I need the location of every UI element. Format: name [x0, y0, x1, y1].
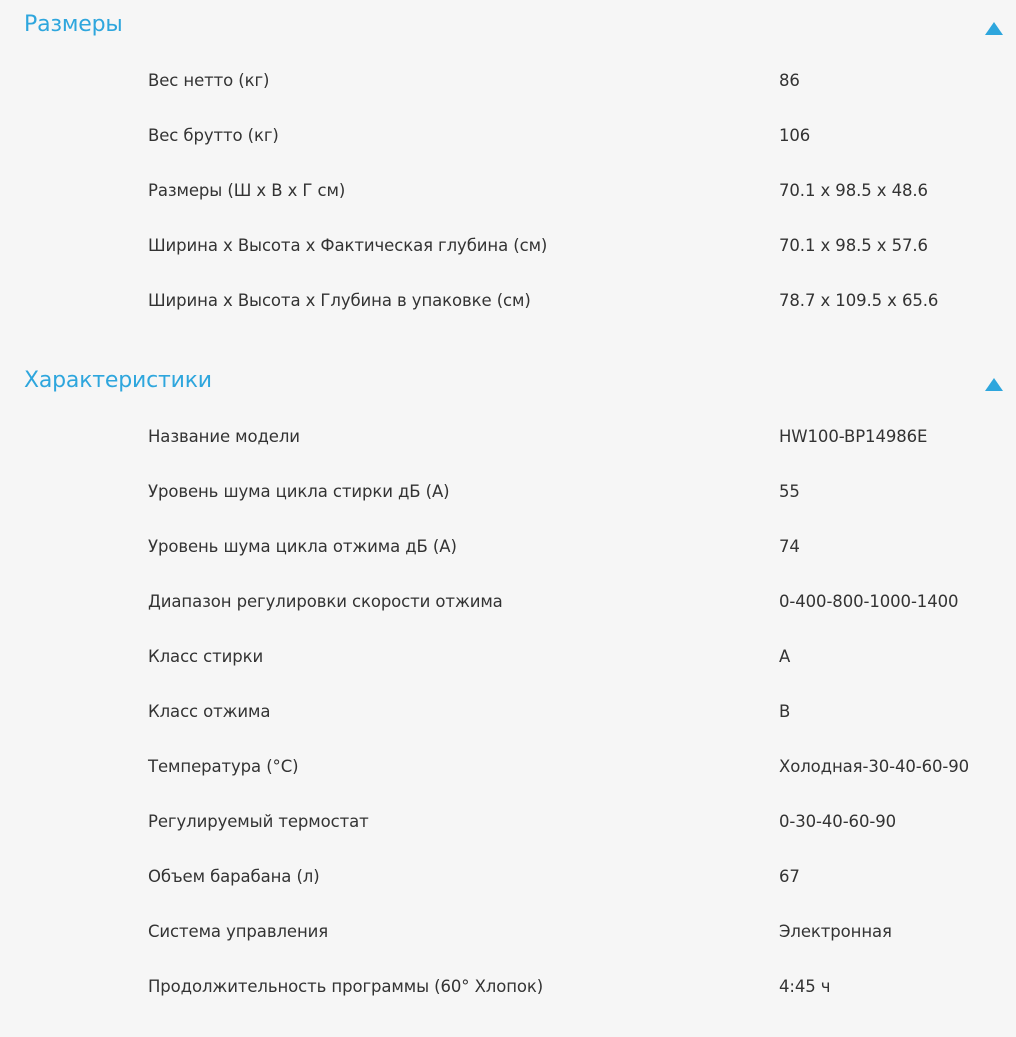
section-title: Характеристики	[24, 368, 212, 393]
spec-value: HW100-BP14986E	[779, 427, 928, 446]
spec-row	[0, 166, 1016, 221]
spec-row	[0, 276, 1016, 331]
spec-row	[0, 687, 1016, 742]
spec-label: Название модели	[148, 427, 300, 446]
spec-label: Ширина x Высота x Фактическая глубина (см)	[148, 236, 548, 255]
triangle-up-icon[interactable]	[985, 22, 1003, 35]
spec-row	[0, 632, 1016, 687]
spec-row	[0, 852, 1016, 907]
spec-row	[0, 907, 1016, 962]
triangle-up-icon[interactable]	[985, 378, 1003, 391]
spec-value: B	[779, 702, 791, 721]
spec-row	[0, 962, 1016, 1017]
spec-value: 86	[779, 71, 800, 90]
spec-list	[0, 56, 1016, 331]
spec-label: Система управления	[148, 922, 329, 941]
spec-label: Диапазон регулировки скорости отжима	[148, 592, 503, 611]
spec-row	[0, 742, 1016, 797]
spec-value: Холодная-30-40-60-90	[779, 757, 970, 776]
spec-list	[0, 412, 1016, 1017]
section-dimensions	[0, 0, 1016, 331]
spec-value: 70.1 x 98.5 x 57.6	[779, 236, 928, 255]
spec-value: 67	[779, 867, 800, 886]
spec-value: 70.1 x 98.5 x 48.6	[779, 181, 928, 200]
spec-label: Ширина x Высота x Глубина в упаковке (см)	[148, 291, 531, 310]
spec-value: 78.7 x 109.5 x 65.6	[779, 291, 939, 310]
spec-label: Уровень шума цикла отжима дБ (А)	[148, 537, 457, 556]
spec-label: Размеры (Ш x В x Г см)	[148, 181, 346, 200]
spec-row	[0, 56, 1016, 111]
spec-label: Вес брутто (кг)	[148, 126, 279, 145]
spec-label: Вес нетто (кг)	[148, 71, 270, 90]
spec-value: 0-30-40-60-90	[779, 812, 896, 831]
spec-label: Класс стирки	[148, 647, 264, 666]
section-header-characteristics[interactable]	[0, 356, 1016, 412]
spec-value: 106	[779, 126, 811, 145]
spec-row	[0, 412, 1016, 467]
spec-label: Уровень шума цикла стирки дБ (А)	[148, 482, 450, 501]
spec-label: Регулируемый термостат	[148, 812, 369, 831]
spec-value: A	[779, 647, 791, 666]
spec-label: Продолжительность программы (60° Хлопок)	[148, 977, 544, 996]
spec-row	[0, 221, 1016, 276]
spec-label: Температура (°C)	[148, 757, 299, 776]
spec-row	[0, 797, 1016, 852]
spec-row	[0, 111, 1016, 166]
spec-value: 4:45 ч	[779, 977, 831, 996]
section-header-dimensions[interactable]	[0, 0, 1016, 56]
spec-label: Объем барабана (л)	[148, 867, 320, 886]
spec-value: Электронная	[779, 922, 892, 941]
spec-value: 0-400-800-1000-1400	[779, 592, 959, 611]
spec-value: 55	[779, 482, 800, 501]
spec-row	[0, 577, 1016, 632]
spec-label: Класс отжима	[148, 702, 271, 721]
section-characteristics	[0, 356, 1016, 1017]
spec-row	[0, 467, 1016, 522]
section-title: Размеры	[24, 12, 123, 37]
spec-row	[0, 522, 1016, 577]
spec-value: 74	[779, 537, 800, 556]
